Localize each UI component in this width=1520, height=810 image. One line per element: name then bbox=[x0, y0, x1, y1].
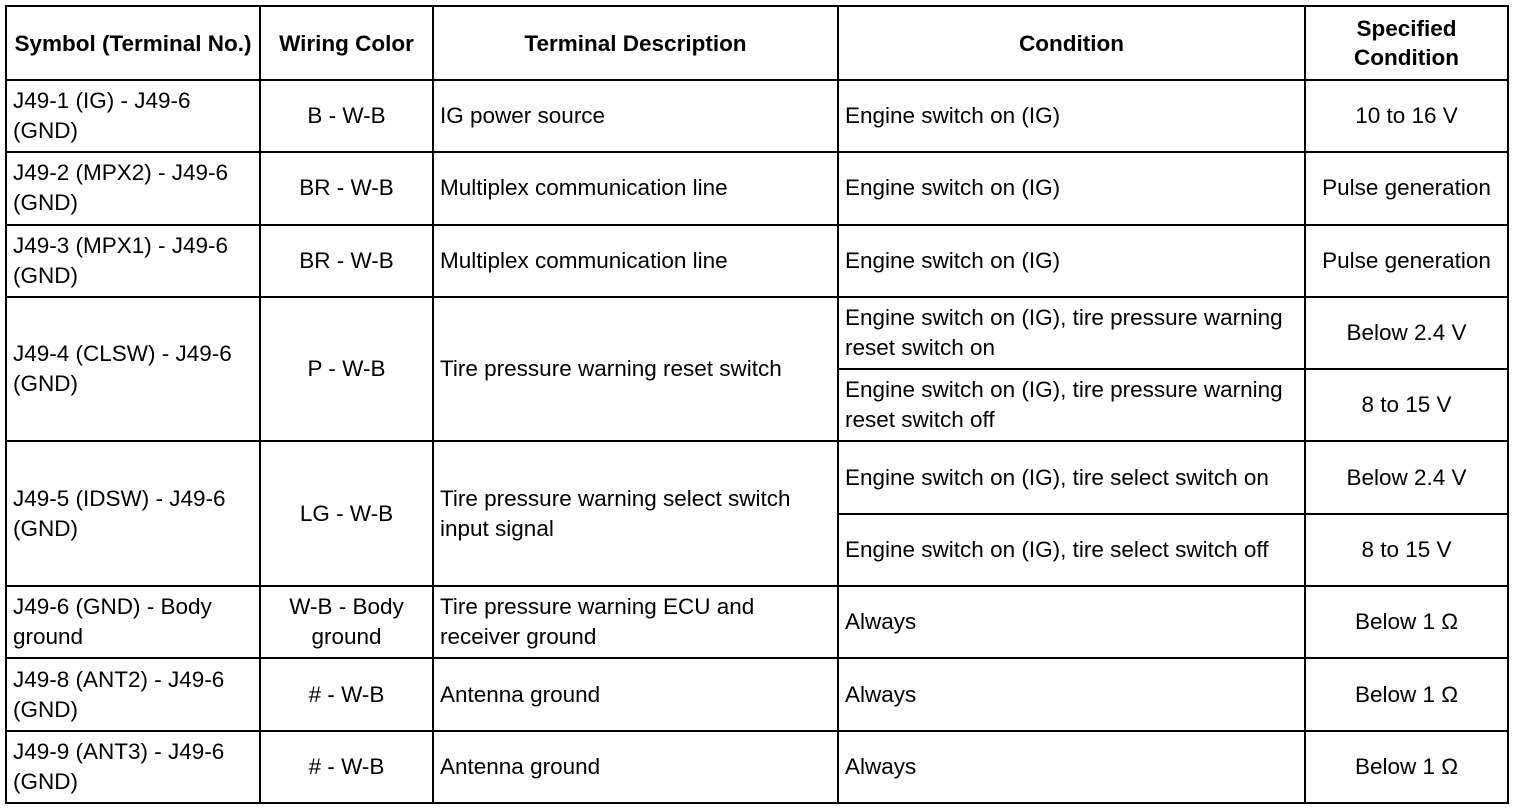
description-cell: Tire pressure warning ECU and receiver ground bbox=[433, 586, 838, 658]
wiring-color-cell: P - W-B bbox=[260, 297, 433, 442]
symbol-cell: J49-6 (GND) - Body ground bbox=[6, 586, 260, 658]
symbol-cell: J49-9 (ANT3) - J49-6 (GND) bbox=[6, 731, 260, 803]
wiring-color-cell: B - W-B bbox=[260, 80, 433, 152]
table-row bbox=[6, 152, 1508, 224]
wiring-color-cell: BR - W-B bbox=[260, 225, 433, 297]
symbol-cell: J49-5 (IDSW) - J49-6 (GND) bbox=[6, 441, 260, 586]
header-wiring-color: Wiring Color bbox=[260, 6, 433, 80]
specified-cell: 10 to 16 V bbox=[1305, 80, 1508, 152]
specified-cell: 8 to 15 V bbox=[1305, 514, 1508, 586]
condition-cell: Always bbox=[838, 731, 1305, 803]
specified-cell: Below 1 Ω bbox=[1305, 658, 1508, 730]
header-terminal-description: Terminal Description bbox=[433, 6, 838, 80]
table-row bbox=[6, 297, 1508, 369]
table-row bbox=[6, 658, 1508, 730]
description-cell: Antenna ground bbox=[433, 731, 838, 803]
header-condition: Condition bbox=[838, 6, 1305, 80]
description-cell: IG power source bbox=[433, 80, 838, 152]
header-symbol: Symbol (Terminal No.) bbox=[6, 6, 260, 80]
symbol-cell: J49-2 (MPX2) - J49-6 (GND) bbox=[6, 152, 260, 224]
wiring-color-cell: LG - W-B bbox=[260, 441, 433, 586]
specified-cell: Below 1 Ω bbox=[1305, 731, 1508, 803]
specified-cell: Below 2.4 V bbox=[1305, 441, 1508, 513]
symbol-cell: J49-8 (ANT2) - J49-6 (GND) bbox=[6, 658, 260, 730]
terminal-spec-table bbox=[5, 5, 1509, 804]
specified-cell: Below 1 Ω bbox=[1305, 586, 1508, 658]
description-cell: Multiplex communication line bbox=[433, 225, 838, 297]
symbol-cell: J49-1 (IG) - J49-6 (GND) bbox=[6, 80, 260, 152]
condition-cell: Engine switch on (IG), tire select switch on bbox=[838, 441, 1305, 513]
description-cell: Multiplex communication line bbox=[433, 152, 838, 224]
table-row bbox=[6, 441, 1508, 513]
specified-cell: Below 2.4 V bbox=[1305, 297, 1508, 369]
condition-cell: Always bbox=[838, 658, 1305, 730]
symbol-cell: J49-3 (MPX1) - J49-6 (GND) bbox=[6, 225, 260, 297]
description-cell: Tire pressure warning select switch input signal bbox=[433, 441, 838, 586]
table-row bbox=[6, 80, 1508, 152]
condition-cell: Engine switch on (IG) bbox=[838, 80, 1305, 152]
condition-cell: Always bbox=[838, 586, 1305, 658]
wiring-color-cell: BR - W-B bbox=[260, 152, 433, 224]
table-row bbox=[6, 225, 1508, 297]
table-row bbox=[6, 586, 1508, 658]
specified-cell: Pulse generation bbox=[1305, 225, 1508, 297]
description-cell: Tire pressure warning reset switch bbox=[433, 297, 838, 442]
description-cell: Antenna ground bbox=[433, 658, 838, 730]
condition-cell: Engine switch on (IG) bbox=[838, 152, 1305, 224]
condition-cell: Engine switch on (IG), tire select switch off bbox=[838, 514, 1305, 586]
wiring-color-cell: # - W-B bbox=[260, 658, 433, 730]
wiring-color-cell: # - W-B bbox=[260, 731, 433, 803]
wiring-color-cell: W-B - Body ground bbox=[260, 586, 433, 658]
condition-cell: Engine switch on (IG), tire pressure warning reset switch on bbox=[838, 297, 1305, 369]
symbol-cell: J49-4 (CLSW) - J49-6 (GND) bbox=[6, 297, 260, 442]
header-row bbox=[6, 6, 1508, 80]
specified-cell: Pulse generation bbox=[1305, 152, 1508, 224]
table-row bbox=[6, 731, 1508, 803]
condition-cell: Engine switch on (IG) bbox=[838, 225, 1305, 297]
specified-cell: 8 to 15 V bbox=[1305, 369, 1508, 441]
condition-cell: Engine switch on (IG), tire pressure warning reset switch off bbox=[838, 369, 1305, 441]
header-specified-condition: Specified Condition bbox=[1305, 6, 1508, 80]
